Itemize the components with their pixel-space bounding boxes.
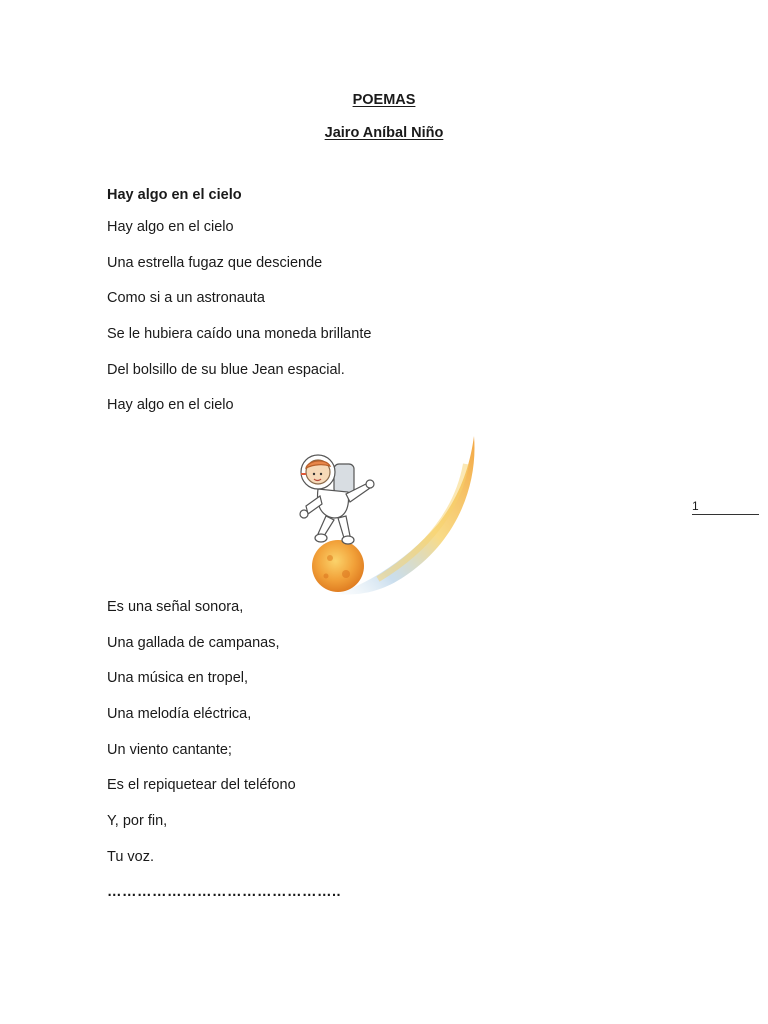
poem-line: Tu voz. [107, 848, 155, 865]
poem-line: Una música en tropel, [107, 670, 249, 687]
page-number: 1 [692, 499, 699, 513]
poem-line: Una estrella fugaz que desciende [107, 254, 323, 271]
poem-line: Una gallada de campanas, [107, 634, 280, 651]
poem-line: Es el repiquetear del teléfono [107, 777, 296, 794]
document-title: POEMAS [352, 92, 416, 108]
poem-line: Es una señal sonora, [107, 599, 244, 615]
poem-stanza-2 [107, 599, 296, 885]
author-name: Jairo Aníbal Niño [324, 125, 444, 141]
poem-line: Del bolsillo de su blue Jean espacial. [107, 361, 345, 378]
astronaut-on-comet-icon [288, 434, 478, 602]
poem-stanza-1 [107, 219, 371, 433]
poem-line: Como si a un astronauta [107, 290, 265, 307]
poem-line: Una melodía eléctrica, [107, 706, 252, 723]
poem-heading: Hay algo en el cielo [107, 187, 242, 203]
astronaut-figure-icon [300, 455, 374, 544]
poem-line: Y, por fin, [107, 813, 168, 830]
poem-line: Hay algo en el cielo [107, 397, 234, 414]
poem-line: Un viento cantante; [107, 741, 232, 758]
page-number-marker [692, 498, 759, 515]
poem-ellipsis: ……………………………………….. [107, 884, 342, 900]
poem-line: Se le hubiera caído una moneda brillante [107, 326, 372, 343]
comet-ball-icon [312, 540, 364, 592]
poem-line: Hay algo en el cielo [107, 219, 234, 235]
